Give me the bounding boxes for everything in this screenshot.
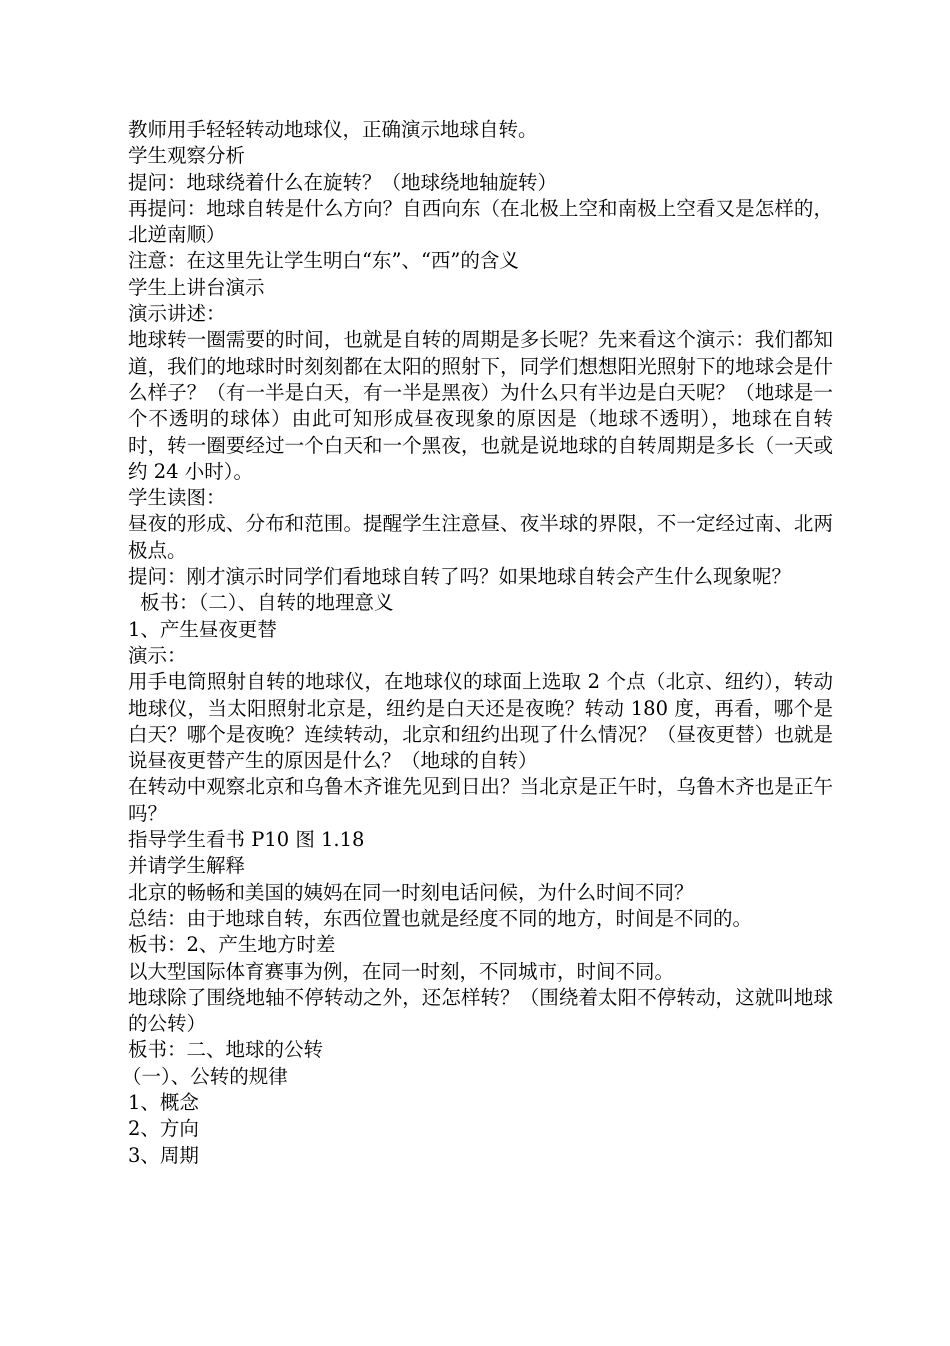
paragraph: 提问：地球绕着什么在旋转？（地球绕地轴旋转） [128, 170, 558, 194]
paragraph: 再提问：地球自转是什么方向？自西向东（在北极上空和南极上空看又是怎样的，北逆南顺） [128, 196, 833, 247]
list-item: 2、方向 [128, 1117, 199, 1141]
board-heading: 板书：2、产生地方时差 [128, 933, 336, 957]
paragraph: 总结：由于地球自转，东西位置也就是经度不同的地方，时间是不同的。 [128, 906, 753, 930]
paragraph: 用手电筒照射自转的地球仪，在地球仪的球面上选取 2 个点（北京、纽约），转动地球仪，当太阳照射北京是，纽约是白天还是夜晚？转动 180 度，再看，哪个是白天？哪个是夜晚？连续转动，北京和纽约出现了什么情况？（昼夜更替）也就是说昼夜更替产生的原因是什么？（地球的自转） [128, 670, 833, 773]
paragraph: 以大型国际体育赛事为例，在同一时刻，不同城市，时间不同。 [128, 959, 675, 983]
list-item: 1、产生昼夜更替 [128, 617, 277, 641]
paragraph: 教师用手轻轻转动地球仪，正确演示地球自转。 [128, 118, 538, 141]
board-heading: 板书：（二）、自转的地理意义 [140, 591, 394, 615]
paragraph: 在转动中观察北京和乌鲁木齐谁先见到日出？当北京是正午时，乌鲁木齐也是正午吗？ [128, 775, 833, 825]
section-label: 学生观察分析 [128, 144, 246, 168]
board-heading: 板书：二、地球的公转 [128, 1038, 324, 1062]
paragraph: 地球除了围绕地轴不停转动之外，还怎样转？（围绕着太阳不停转动，这就叫地球的公转） [128, 985, 833, 1036]
list-item: 1、概念 [128, 1090, 199, 1114]
section-label: 学生上讲台演示 [128, 275, 265, 299]
section-label: 演示讲述： [128, 302, 226, 326]
subheading: （一）、公转的规律 [122, 1064, 288, 1088]
paragraph: 昼夜的形成、分布和范围。提醒学生注意昼、夜半球的界限，不一定经过南、北两极点。 [128, 512, 833, 562]
section-label: 演示： [128, 643, 187, 667]
section-label: 学生读图： [128, 486, 226, 510]
document-body [122, 117, 833, 1169]
paragraph: 北京的畅畅和美国的姨妈在同一时刻电话问候，为什么时间不同？ [128, 880, 694, 904]
paragraph: 提问：刚才演示时同学们看地球自转了吗？如果地球自转会产生什么现象呢？ [128, 565, 792, 589]
paragraph: 注意：在这里先让学生明白“东”、“西”的含义 [128, 249, 519, 273]
section-label: 并请学生解释 [128, 854, 246, 878]
paragraph: 地球转一圈需要的时间，也就是自转的周期是多长呢？先来看这个演示：我们都知道，我们的地球时时刻刻都在太阳的照射下，同学们想想阳光照射下的地球会是什么样子？（有一半是白天，有一半是黑夜）为什么只有半边是白天呢？（地球是一个不透明的球体）由此可知形成昼夜现象的原因是（地球不透明），地球在自转时，转一圈要经过一个白天和一个黑夜，也就是说地球的自转周期是多长（一天或约 24 小时）。 [128, 328, 833, 483]
list-item: 3、周期 [128, 1143, 199, 1167]
paragraph: 指导学生看书 P10 图 1.18 [128, 828, 365, 852]
